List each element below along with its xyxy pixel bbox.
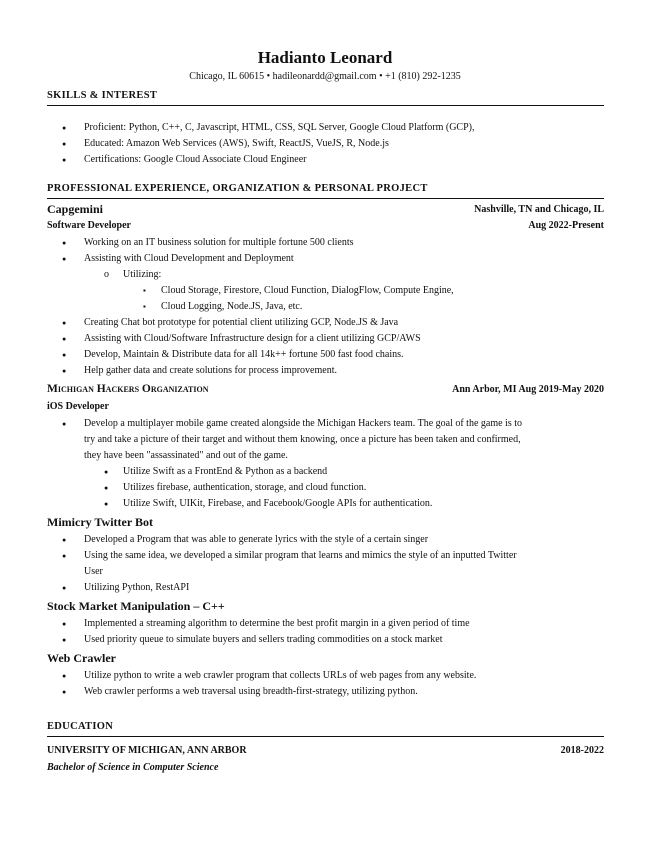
list-item: ● Develop a multiplayer mobile game created alongside the Michigan Hackers team. The goal of the game is to: [0, 416, 604, 432]
stock-list: [0, 616, 604, 648]
education-dates: 2018-2022: [560, 745, 604, 756]
skills-list: [0, 120, 604, 168]
tools-continuation-text: Cloud Logging, Node.JS, Java, etc.: [161, 301, 303, 312]
list-item: ● Utilize Swift as a FrontEnd & Python as a backend: [0, 464, 603, 480]
stock-project-name: Stock Market Manipulation – C++: [47, 599, 225, 613]
mimicry-project-name: Mimicry Twitter Bot: [47, 515, 153, 529]
list-item: o Utilizing:: [0, 267, 603, 283]
capgemini-list: [0, 235, 604, 379]
crawler-project-name: Web Crawler: [47, 651, 116, 665]
list-item: ● Utilizes firebase, authentication, storage, and cloud function.: [0, 480, 603, 496]
list-item: ● Assisting with Cloud/Software Infrastructure design for a client utilizing GCP/AWS: [0, 331, 604, 347]
capgemini-location: Nashville, TN and Chicago, IL: [474, 204, 604, 215]
skills-item: ● Certifications: Google Cloud Associate Cloud Engineer: [0, 152, 604, 168]
list-item-continuation: User: [84, 566, 103, 577]
list-item: ● Implemented a streaming algorithm to determine the best profit margin in a given period of time: [0, 616, 604, 632]
list-item: ● Developed a Program that was able to generate lyrics with the style of a certain singer: [0, 532, 604, 548]
list-item: ● Utilizing Python, RestAPI: [0, 580, 604, 596]
list-item: ● Creating Chat bot prototype for potential client utilizing GCP, Node.JS & Java: [0, 315, 604, 331]
candidate-name: Hadianto Leonard: [257, 48, 393, 67]
list-item: ● Using the same idea, we developed a similar program that learns and mimics the style of an inputted Twitter: [0, 548, 604, 564]
list-item: ● Working on an IT business solution for multiple fortune 500 clients: [0, 235, 604, 251]
capgemini-dates: Aug 2022-Present: [528, 220, 604, 231]
mhacks-role: iOS Developer: [47, 401, 109, 412]
list-item-continuation: they have been "assassinated" and out of the game.: [84, 450, 288, 461]
skills-divider: [47, 105, 604, 106]
mimicry-list: [0, 532, 604, 596]
list-item: ● Used priority queue to simulate buyers and sellers trading commodities on a stock market: [0, 632, 604, 648]
list-item-continuation: [0, 299, 511, 315]
list-item: ▪ Cloud Storage, Firestore, Cloud Function, DialogFlow, Compute Engine,: [0, 283, 511, 299]
mhacks-list: [0, 416, 604, 512]
skills-item: ● Educated: Amazon Web Services (AWS), Swift, ReactJS, VueJS, R, Node.js: [0, 136, 604, 152]
list-item: ● Utilize Swift, UIKit, Firebase, and Facebook/Google APIs for authentication.: [0, 496, 603, 512]
list-item: ● Develop, Maintain & Distribute data for all 14k++ fortune 500 fast food chains.: [0, 347, 604, 363]
experience-divider: [47, 198, 604, 199]
list-item: ● Help gather data and create solutions for process improvement.: [0, 363, 604, 379]
skills-section-title: SKILLS & INTEREST: [47, 90, 158, 101]
skills-item: ● Proficient: Python, C++, C, Javascript, HTML, CSS, SQL Server, Google Cloud Platform (GCP),: [0, 120, 604, 136]
list-item: ● Utilize python to write a web crawler program that collects URLs of web pages from any website.: [0, 668, 604, 684]
degree: Bachelor of Science in Computer Science: [47, 762, 219, 773]
mhacks-location-dates: Ann Arbor, MI Aug 2019-May 2020: [452, 384, 604, 395]
mhacks-org-name: Michigan Hackers Organization: [47, 383, 209, 395]
experience-section-title: PROFESSIONAL EXPERIENCE, ORGANIZATION & PERSONAL PROJECT: [47, 183, 428, 194]
capgemini-org-name: Capgemini: [47, 202, 104, 216]
education-divider: [47, 736, 604, 737]
capgemini-role: Software Developer: [47, 220, 131, 231]
education-section-title: EDUCATION: [47, 721, 114, 732]
list-item-continuation: try and take a picture of their target and without them knowing, once a picture has been taken and confirmed,: [84, 434, 521, 445]
school-name: UNIVERSITY OF MICHIGAN, ANN ARBOR: [47, 745, 247, 756]
list-item: ● Web crawler performs a web traversal using breadth-first-strategy, utilizing python.: [0, 684, 604, 700]
list-item: ● Assisting with Cloud Development and Deployment: [0, 251, 604, 267]
contact-line: Chicago, IL 60615 • hadileonardd@gmail.com • +1 (810) 292-1235: [189, 71, 461, 82]
crawler-list: [0, 668, 604, 700]
